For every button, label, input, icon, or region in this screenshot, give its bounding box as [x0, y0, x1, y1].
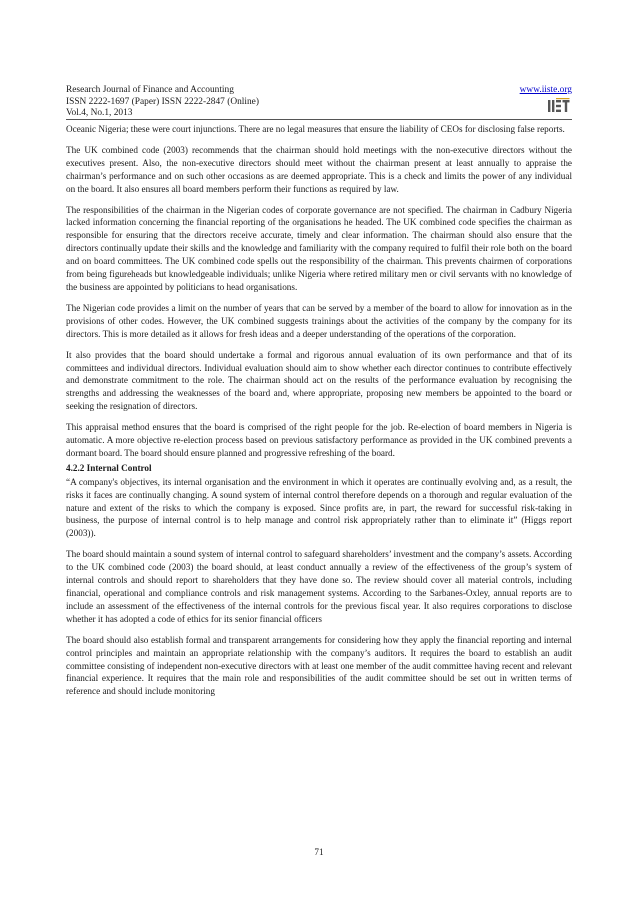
quote-paragraph: “A company's objectives, its internal organisation and the environment in which it operates are continually evolving and, as a result, the risks it faces are continually changing. A sound system of internal control therefore depends on a thorough and regular evaluation of the nature and extent of the risks to which the company is exposed. Since profits are, in part, the reward for successful risk-taking in business, the purpose of internal control is to help manage and control risk appropriately rather than to eliminate it” (Higgs report (2003)).: [66, 476, 572, 539]
header-rule: [66, 119, 572, 120]
section-heading: 4.2.2 Internal Control: [66, 462, 152, 473]
paragraph: Oceanic Nigeria; these were court injunctions. There are no legal measures that ensure the liability of CEOs for disclosing false reports.: [66, 124, 565, 134]
paragraph: The board should also establish formal and transparent arrangements for considering how they apply the financial reporting and internal control principles and maintain an appropriate relationship with the company’s auditors. It requires the board to establish an audit committee consisting of independent non-executive directors with at least one member of the audit committee having recent and relevant financial experience. It requires that the main role and responsibilities of the audit committee should be set out in written terms of reference and should include monitoring: [66, 634, 572, 697]
iiste-logo: [548, 98, 570, 114]
paragraph: It also provides that the board should undertake a formal and rigorous annual evaluation of its own performance and that of its committees and individual directors. Individual evaluation should aim to show whether each director continues to contribute effectively and demonstrate commitment to the role. The chairman should act on the results of the performance evaluation by recognising the strengths and addressing the weaknesses of the board and, where appropriate, proposing new members be appointed to the board or seeking the resignation of directors.: [66, 349, 572, 412]
paragraph: This appraisal method ensures that the board is comprised of the right people for the job. Re-election of board members in Nigeria is automatic. A more objective re-election process based on previous satisfactory performance as provided in the UK combined prevents a dormant board. The board should ensure planned and progressive refreshing of the board.: [66, 422, 572, 458]
journal-url-link[interactable]: www.iiste.org: [519, 85, 572, 95]
article-body: [66, 123, 572, 706]
page-number: 71: [314, 847, 324, 857]
paragraph: The Nigerian code provides a limit on the number of years that can be served by a member of the board to allow for innovation as in the provisions of other codes. However, the UK combined suggests trainings about the activities of the company by the company for its directors. This is more detailed as it allows for fresh ideas and a deeper understanding of the operations of the corporation.: [66, 302, 572, 339]
page-header: [66, 85, 574, 118]
paragraph: The responsibilities of the chairman in the Nigerian codes of corporate governance are not specified. The chairman in Cadbury Nigeria lacked information concerning the financial reporting of the organisations he headed. The UK combined code specifies the chairman as responsible for ensuring that the directors receive accurate, timely and clear information. The chairman should also ensure that the directors continually update their skills and the knowledge and familiarity with the company required to fulfil their role both on the board and on board committees. The UK combined code spells out the responsibility of the chairman. This prevents chairmen of corporations from being figureheads but knowledgeable individuals; unlike Nigeria where retired military men or civil servants with no knowledge of the business are appointed by politicians to head organisations.: [66, 204, 572, 292]
issn-line: ISSN 2222-1697 (Paper) ISSN 2222-2847 (Online): [66, 96, 259, 107]
paragraph: The board should maintain a sound system of internal control to safeguard shareholders’ investment and the company’s assets. According to the UK combined code (2003) the board should, at least conduct annually a review of the effectiveness of the group’s system of internal controls and should report to shareholders that they have done so. The review should cover all material controls, including financial, operational and compliance controls and risk management systems. According to the Sarbanes-Oxley, annual reports are to include an assessment of the effectiveness of the internal controls for the previous fiscal year. It also requires corporations to disclose whether it has adopted a code of ethics for its senior financial officers: [66, 549, 572, 624]
volume-line: Vol.4, No.1, 2013: [66, 108, 133, 119]
journal-title: Research Journal of Finance and Accounting: [66, 85, 234, 95]
paragraph: The UK combined code (2003) recommends that the chairman should hold meetings with the non-executive directors without the executives present. Also, the non-executive directors should meet without the chairman present at least annually to appraise the chairman’s performance and on such other occasions as are deemed appropriate. This is a check and limits the power of any individual on the board. It also ensures all board members perform their functions as required by law.: [66, 144, 572, 194]
